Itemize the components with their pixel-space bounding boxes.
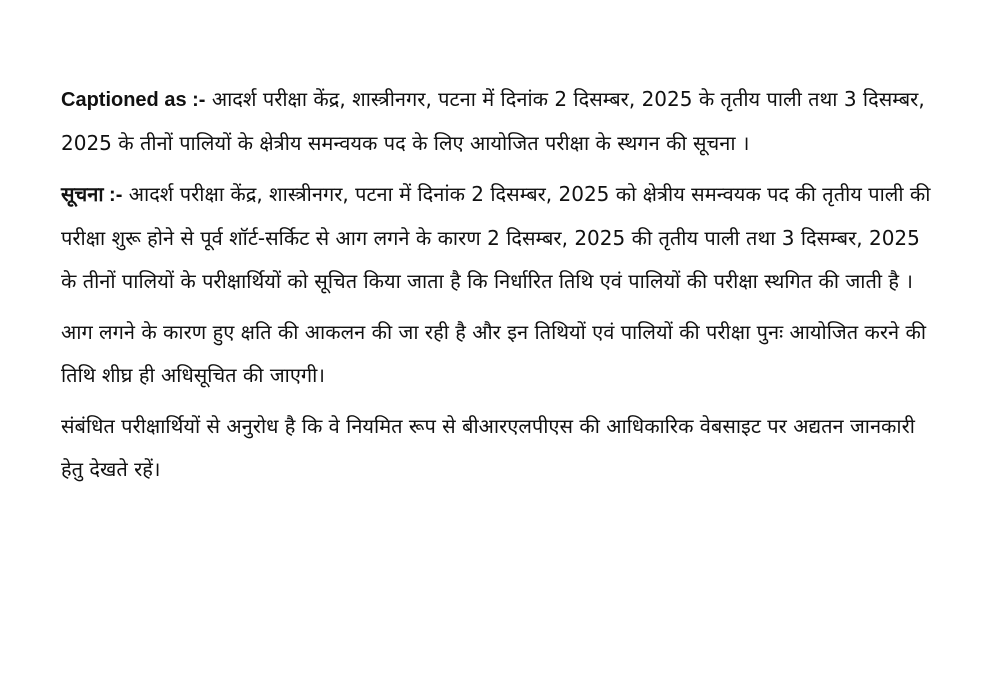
- caption-label: Captioned as :-: [61, 89, 206, 111]
- caption-paragraph: [61, 78, 931, 165]
- notice-document: [61, 78, 931, 499]
- damage-assessment-paragraph: आग लगने के कारण हुए क्षति की आकलन की जा रही है और इन तिथियों एवं पालियों की परीक्षा पुनः आयोजित करने की तिथि शीघ्र ही अधिसूचित की जाएगी।: [61, 320, 927, 387]
- notice-paragraph: [61, 173, 931, 303]
- notice-label: सूचना :-: [61, 184, 123, 206]
- candidate-request-paragraph: संबंधित परीक्षार्थियों से अनुरोध है कि वे नियमित रूप से बीआरएलपीएस की आधिकारिक वेबसाइट पर अद्यतन जानकारी हेतु देखते रहें।: [61, 414, 915, 481]
- notice-text: आदर्श परीक्षा केंद्र, शास्त्रीनगर, पटना में दिनांक 2 दिसम्बर, 2025 को क्षेत्रीय समन्वयक पद की तृतीय पाली की परीक्षा शुरू होने से पूर्व शॉर्ट-सर्किट से आग लगने के कारण 2 दिसम्बर, 2025 की तृतीय पाली तथा 3 दिसम्बर, 2025 के तीनों पालियों के परीक्षार्थियों को सूचित किया जाता है कि निर्धारित तिथि एवं पालियों की परीक्षा स्थगित की जाती है ।: [61, 182, 931, 293]
- caption-text: आदर्श परीक्षा केंद्र, शास्त्रीनगर, पटना में दिनांक 2 दिसम्बर, 2025 के तृतीय पाली तथा 3 दिसम्बर, 2025 के तीनों पालियों के क्षेत्रीय समन्वयक पद के लिए आयोजित परीक्षा के स्थगन की सूचना ।: [61, 87, 925, 155]
